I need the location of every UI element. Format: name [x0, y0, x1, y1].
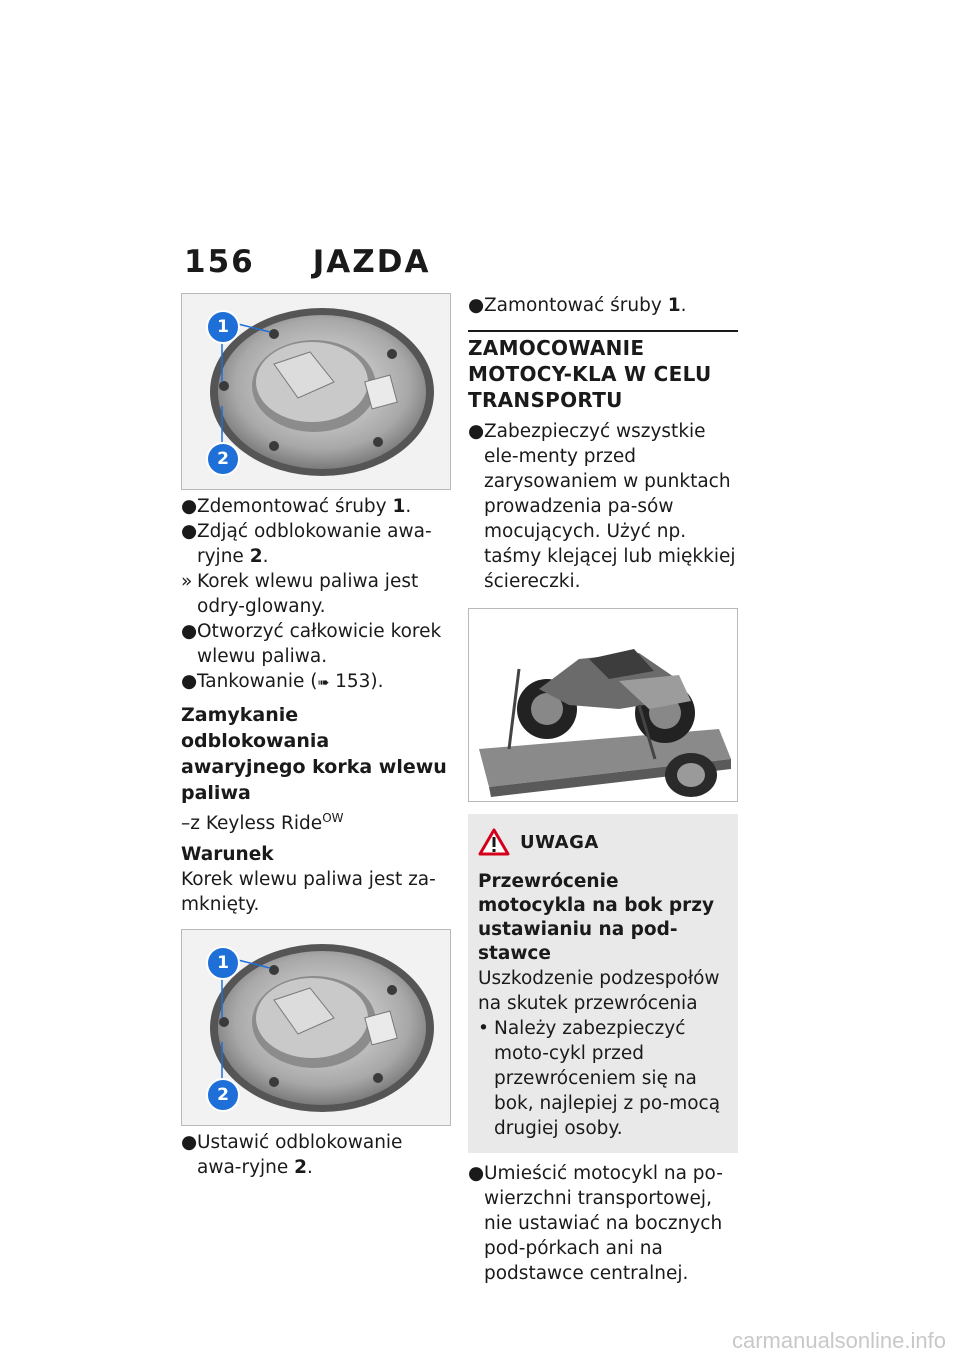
list-item: » Korek wlewu paliwa jest odry-glowany. [181, 571, 419, 617]
condition-text: Korek wlewu paliwa jest za-mknięty. [181, 869, 436, 916]
motorcycle-trailer-figure [468, 608, 738, 802]
callout-2: 2 [206, 1078, 240, 1112]
left-column [181, 293, 451, 1180]
list-item: ● Umieścić motocykl na po-wierzchni transportowej, nie ustawiać na bocznych pod-pórkach ani na podstawce centralnej. [468, 1163, 723, 1284]
list-item: ● Otworzyć całkowicie korek wlewu paliwa. [181, 621, 442, 667]
section-title: JAZDA [312, 244, 431, 280]
watermark: carmanualsonline.info [731, 1328, 946, 1353]
list-item: ● Zdemontować śruby 1. [181, 496, 412, 517]
warning-text: Uszkodzenie podzespołów na skutek przewrócenia [478, 968, 720, 1014]
fuel-cap-figure-2 [181, 929, 451, 1126]
list-item: ● Zabezpieczyć wszystkie ele-menty przed zarysowaniem w punktach prowadzenia pa-sów mocujących. Użyć np. taśmy klejącej lub miękkiej ściereczki. [468, 421, 736, 592]
list-item: ● Tankowanie (➠ 153). [181, 669, 451, 696]
warning-triangle-icon [478, 828, 510, 856]
list-item: ● Ustawić odblokowanie awa-ryjne 2. [181, 1132, 403, 1179]
steps-list-1 [468, 419, 738, 594]
page-reference-arrow-icon: ➠ [317, 675, 330, 691]
warning-header [478, 828, 728, 856]
condition-label: Warunek [181, 844, 274, 866]
steps-list-2 [468, 1161, 738, 1286]
list-item: ● Zdjąć odblokowanie awa-ryjne 2. [181, 521, 432, 567]
list-item: ● Zamontować śruby 1. [468, 295, 687, 316]
steps-list-2 [181, 1130, 451, 1180]
page-number: 156 [184, 244, 255, 280]
motorcycle-on-trailer-illustration [469, 609, 737, 801]
variant-label: –z Keyless Ride$^{OW}$ [181, 811, 344, 835]
warning-bullet: • Należy zabezpieczyć moto-cykl przed przewróceniem się na bok, najlepiej z po-mocą drugiej osoby. [478, 1018, 721, 1139]
callout-1: 1 [206, 310, 240, 344]
callout-1: 1 [206, 946, 240, 980]
steps-list-0 [468, 293, 738, 318]
fuel-cap-figure-1 [181, 293, 451, 490]
section-heading: ZAMOCOWANIE MOTOCY-KLA W CELU TRANSPORTU [468, 330, 738, 413]
right-column [468, 293, 738, 1286]
page-header [184, 244, 430, 280]
callout-2: 2 [206, 442, 240, 476]
warning-label: UWAGA [520, 831, 599, 853]
steps-list-1 [181, 494, 451, 696]
subheading: Zamykanie odblokowania awaryjnego korka wlewu paliwa [181, 704, 447, 804]
warning-box [468, 814, 738, 1153]
warning-title: Przewrócenie motocykla na bok przy ustawianiu na pod-stawce [478, 871, 715, 964]
